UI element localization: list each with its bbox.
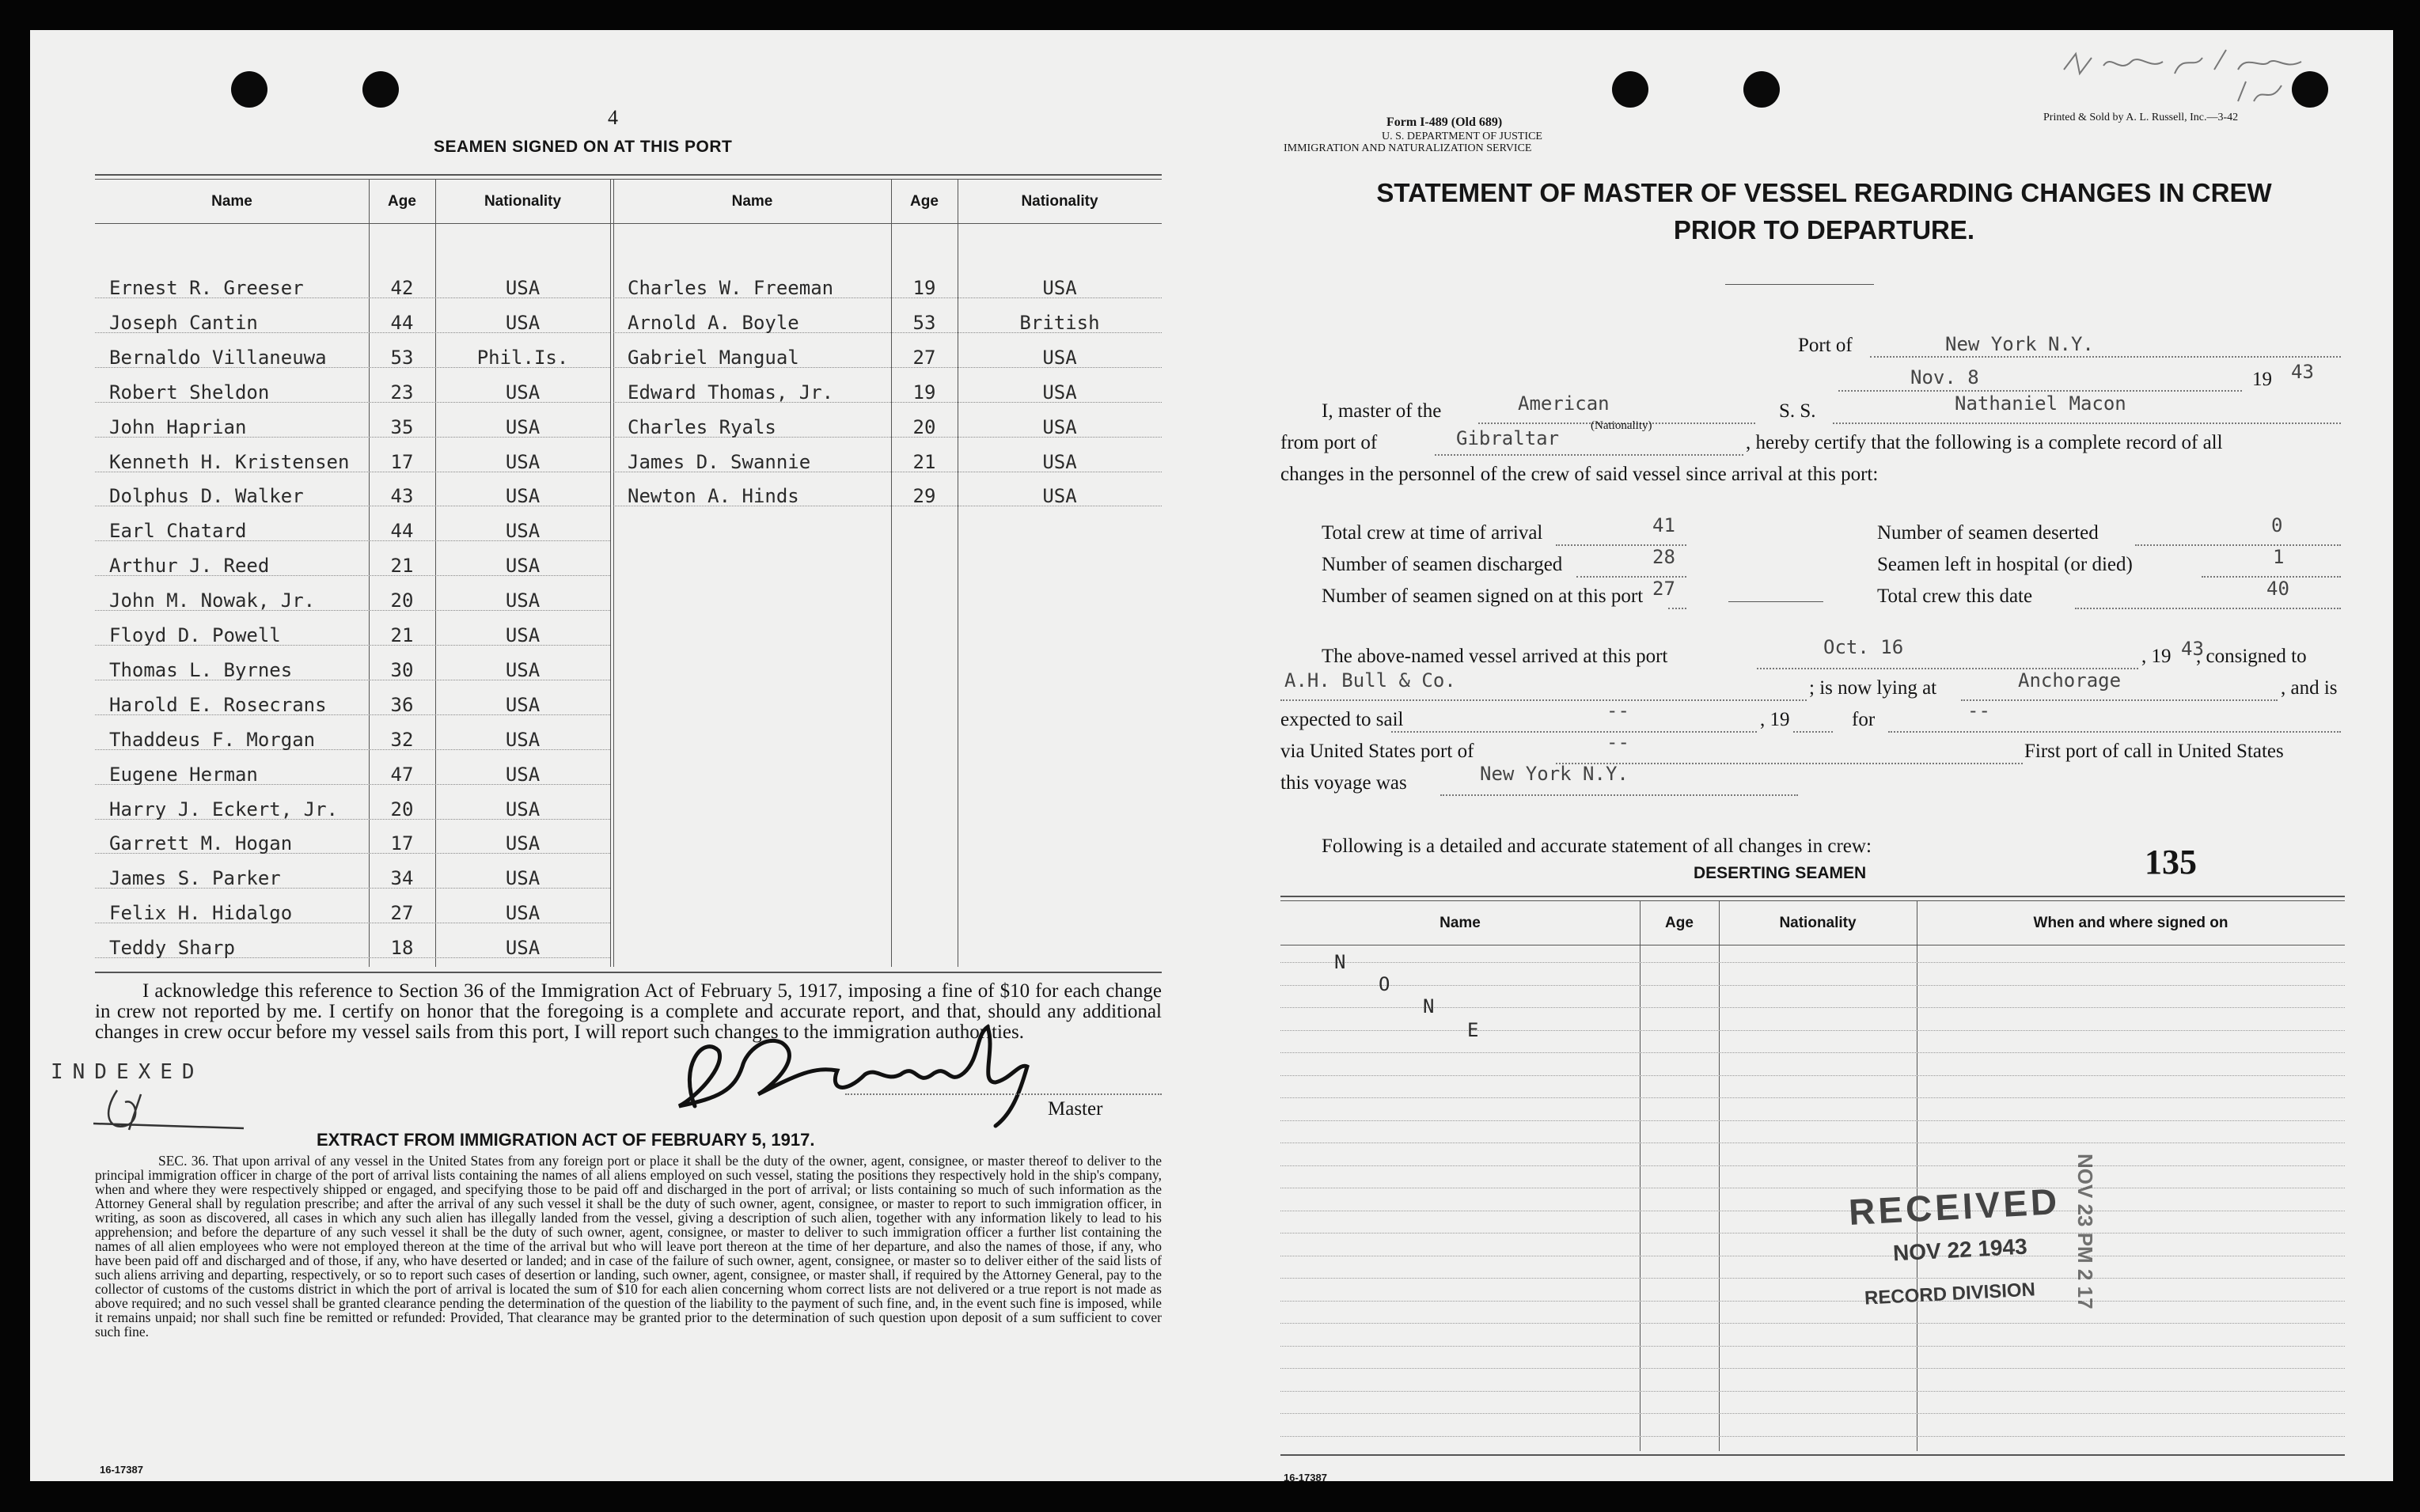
record-division-stamp: RECORD DIVISION xyxy=(1864,1279,2036,1309)
row-rule xyxy=(1280,1278,2345,1279)
crew-age: 17 xyxy=(390,832,414,855)
row-rule xyxy=(1280,1097,2345,1098)
nationality-caption: (Nationality) xyxy=(1591,419,1652,432)
row-rule xyxy=(1280,1120,2345,1121)
arrived-year: 43 xyxy=(2181,638,2204,660)
crew-name: James S. Parker xyxy=(109,867,281,890)
crew-nationality: USA xyxy=(505,485,541,508)
crew-name: Newton A. Hinds xyxy=(628,485,799,508)
crew-name: Dolphus D. Walker xyxy=(109,485,304,508)
and-is-label: , and is xyxy=(2281,677,2338,699)
row-rule xyxy=(1280,1436,2345,1437)
crew-name: Charles W. Freeman xyxy=(628,277,834,299)
crew-age: 42 xyxy=(390,277,414,299)
acknowledgment-text: I acknowledge this reference to Section 36 of the Immigration Act of February 5, 1917, imposing a fine of $10 for each change in crew not reported by me. I certify on honor that the foregoing is a complete and accurate report, and that, should any additional changes in crew occur before my vessel sails from this port, I will report such changes to the immigration authorities. xyxy=(95,980,1162,1043)
column-header-name: Name xyxy=(731,193,773,210)
lying-label: ; is now lying at xyxy=(1809,677,1937,699)
crew-name: John M. Nowak, Jr. xyxy=(109,589,316,612)
crew-name: Edward Thomas, Jr. xyxy=(628,381,834,404)
via-label: via United States port of xyxy=(1280,741,1474,762)
crew-age: 21 xyxy=(912,450,936,473)
crew-nationality: USA xyxy=(505,832,541,855)
certify-text: , hereby certify that the following is a complete record of all xyxy=(1746,432,2223,453)
sail-line xyxy=(1391,731,1757,733)
port-line xyxy=(1870,356,2341,358)
crew-name: Garrett M. Hogan xyxy=(109,832,293,855)
total-label: Number of seamen deserted xyxy=(1877,522,2099,544)
row-rule xyxy=(1280,1301,2345,1302)
crew-age: 35 xyxy=(390,415,414,438)
row-rule xyxy=(1280,1052,2345,1053)
nationality-value: American xyxy=(1518,392,1610,415)
total-value: 1 xyxy=(2273,546,2285,568)
rule xyxy=(1728,601,1823,602)
total-line xyxy=(2075,608,2341,609)
service: IMMIGRATION AND NATURALIZATION SERVICE xyxy=(1284,142,1532,154)
row-rule xyxy=(1280,1165,2345,1166)
row-rule xyxy=(1280,1007,2345,1008)
from-port-label: from port of xyxy=(1280,432,1378,453)
crew-nationality: USA xyxy=(1042,485,1077,508)
total-value: 0 xyxy=(2271,514,2283,536)
column-header-nationality: Nationality xyxy=(1021,193,1098,210)
crew-name: Arthur J. Reed xyxy=(109,555,270,578)
total-value: 28 xyxy=(1652,546,1675,568)
crew-age: 34 xyxy=(390,867,414,890)
crew-age: 29 xyxy=(912,485,936,508)
crew-name: Eugene Herman xyxy=(109,763,258,786)
crew-nationality: Phil.Is. xyxy=(476,346,569,369)
statement-title: STATEMENT OF MASTER OF VESSEL REGARDING CHANGES IN CREW PRIOR TO DEPARTURE. xyxy=(1376,178,2272,244)
port-label: Port of xyxy=(1798,335,1853,356)
crew-nationality: USA xyxy=(505,520,541,543)
arrived-date: Oct. 16 xyxy=(1823,636,1904,658)
received-date-stamp: NOV 22 1943 xyxy=(1892,1233,2028,1266)
crew-nationality: USA xyxy=(505,937,541,960)
desert-header-nationality: Nationality xyxy=(1779,915,1857,931)
crew-age: 20 xyxy=(912,415,936,438)
crew-nationality: USA xyxy=(505,693,541,716)
rule xyxy=(1280,1454,2345,1456)
row-rule xyxy=(1280,1323,2345,1324)
crew-age: 21 xyxy=(390,624,414,646)
form-number: 16-17387 xyxy=(100,1464,143,1476)
handwritten-vessel-note xyxy=(2056,38,2317,117)
crew-age: 53 xyxy=(390,346,414,369)
date-line xyxy=(1838,390,2242,392)
crew-name: John Haprian xyxy=(109,415,247,438)
desert-header-name: Name xyxy=(1439,915,1481,931)
crew-name: Kenneth H. Kristensen xyxy=(109,450,350,473)
total-label: Number of seamen signed on at this port xyxy=(1322,585,1644,607)
crew-name: Robert Sheldon xyxy=(109,381,270,404)
voyage-line xyxy=(1440,794,1798,796)
crew-name: Charles Ryals xyxy=(628,415,776,438)
crew-nationality: USA xyxy=(505,658,541,681)
crew-nationality: USA xyxy=(1042,450,1077,473)
row-rule xyxy=(1280,1030,2345,1031)
row-rule xyxy=(1280,1368,2345,1369)
received-stamp: RECEIVED xyxy=(1847,1180,2062,1233)
rule xyxy=(95,223,1162,224)
form-id: Form I-489 (Old 689) xyxy=(1386,116,1503,129)
crew-name: Arnold A. Boyle xyxy=(628,311,799,334)
crew-age: 19 xyxy=(912,277,936,299)
punch-hole xyxy=(1612,71,1648,108)
none-letter: E xyxy=(1467,1019,1479,1041)
rule xyxy=(95,972,1162,973)
date-value: Nov. 8 xyxy=(1910,366,1979,388)
extract-text: SEC. 36. That upon arrival of any vessel in the United States from any foreign port or place it shall be the duty of the owner, agent, consignee, or master thereof to deliver to the principal immigration officer in charge of the port of arrival lists containing the names of all aliens employed on such vessel, stating the positions they respectively hold in the ship's company, when and where they were respectively shipped or engaged, and specifying those to be paid off and discharged in the port of arrival; or lists containing so much of such information as the Attorney General shall by regulation prescribe; and after the arrival of any such vessel it shall be the duty of such owner, agent, consignee, or master to report to such immigration officer, in writing, as soon as discovered, all cases in which any such alien has illegally landed from the vessel, giving a description of such alien, together with any information likely to lead to his apprehension; and before the departure of any such vessel it shall be the duty of such owner, agent, consignee, or master to deliver to such immigration officer a further list containing the names of all alien employees who were not employed thereon at the time of the arrival but who will leave port thereon at the time of her departure, and also the names of those, if any, who have been paid off and discharged and of those, if any, who have deserted or landed; and in case of the failure of such owner, agent, consignee, or master so to deliver either of the said lists of such aliens arriving and departing, respectively, or so to report such cases of desertion or landing, such owner, agent, consignee, or master shall, if required by the Attorney General, pay to the collector of customs of the customs district in which the port of arrival is located the sum of $10 for each alien concerning whom correct lists are not delivered or a true report is not made as above required; and no such vessel shall be granted clearance pending the determination of the question of the liability to the payment of such fine, and, in the event such fine is imposed, while it remains unpaid; nor shall such fine be remitted or refunded: Provided, That clearance may be granted prior to the determination of such question upon deposit of a sum sufficient to cover such fine. xyxy=(95,1153,1162,1340)
total-label: Total crew this date xyxy=(1877,585,2033,607)
row-rule xyxy=(1280,1346,2345,1347)
indexed-stamp: INDEXED xyxy=(51,1060,204,1084)
crew-age: 17 xyxy=(390,450,414,473)
rule xyxy=(1280,900,2345,901)
row-rule xyxy=(1280,1075,2345,1076)
crew-nationality: USA xyxy=(505,589,541,612)
total-label: Total crew at time of arrival xyxy=(1322,522,1543,544)
crew-name: Harold E. Rosecrans xyxy=(109,693,327,716)
crew-nationality: USA xyxy=(505,555,541,578)
ss-label: S. S. xyxy=(1779,400,1816,422)
extract-title: EXTRACT FROM IMMIGRATION ACT OF FEBRUARY 5, 1917. xyxy=(317,1130,815,1150)
crew-name: Harry J. Eckert, Jr. xyxy=(109,798,338,820)
crew-name: Thaddeus F. Morgan xyxy=(109,728,316,751)
sheet-number: 135 xyxy=(2145,843,2197,881)
for-label: for xyxy=(1852,709,1876,730)
vertical-date-stamp: NOV 23 PM 2 17 xyxy=(2073,1154,2097,1309)
voyage-value: New York N.Y. xyxy=(1480,763,1629,785)
row-rule xyxy=(1280,1391,2345,1392)
crew-nationality: USA xyxy=(1042,277,1077,299)
port-value: New York N.Y. xyxy=(1945,333,2094,355)
crew-age: 44 xyxy=(390,311,414,334)
total-value: 41 xyxy=(1652,514,1675,536)
crew-nationality: USA xyxy=(505,415,541,438)
for-line xyxy=(1888,731,2341,733)
crew-nationality: USA xyxy=(505,624,541,646)
crew-age: 27 xyxy=(390,902,414,925)
crew-age: 30 xyxy=(390,658,414,681)
crew-name: Teddy Sharp xyxy=(109,937,235,960)
column-divider xyxy=(610,179,611,967)
ship-name: Nathaniel Macon xyxy=(1955,392,2126,415)
ship-line xyxy=(1833,423,2341,424)
changes-text: changes in the personnel of the crew of said vessel since arrival at this port: xyxy=(1280,464,1879,485)
total-label: Number of seamen discharged xyxy=(1322,554,1563,575)
total-label: Seamen left in hospital (or died) xyxy=(1877,554,2133,575)
year-prefix: 19 xyxy=(2252,369,2272,390)
crew-nationality: USA xyxy=(505,867,541,890)
crew-age: 36 xyxy=(390,693,414,716)
sail-year-line xyxy=(1793,731,1833,733)
crew-age: 44 xyxy=(390,520,414,543)
crew-age: 47 xyxy=(390,763,414,786)
crew-age: 53 xyxy=(912,311,936,334)
arrived-year-prefix: , 19 xyxy=(2141,646,2172,667)
row-rule xyxy=(1280,1413,2345,1414)
consignee-value: A.H. Bull & Co. xyxy=(1284,669,1456,692)
first-port-label: First port of call in United States xyxy=(2024,741,2284,762)
year-value: 43 xyxy=(2291,361,2314,383)
crew-age: 20 xyxy=(390,798,414,820)
crew-nationality: USA xyxy=(1042,381,1077,404)
crew-age: 21 xyxy=(390,555,414,578)
for-value: -- xyxy=(1967,699,1990,722)
crew-nationality: USA xyxy=(505,763,541,786)
punch-hole xyxy=(1743,71,1780,108)
from-port-value: Gibraltar xyxy=(1456,427,1560,449)
punch-hole xyxy=(362,71,399,108)
deserting-title: DESERTING SEAMEN xyxy=(1694,864,1867,882)
signature-line xyxy=(845,1093,1162,1095)
document-page xyxy=(30,30,2393,1484)
lying-line xyxy=(1961,699,2278,701)
total-line xyxy=(2135,544,2341,546)
department: U. S. DEPARTMENT OF JUSTICE xyxy=(1382,131,1542,142)
page-number: 4 xyxy=(608,106,618,129)
punch-hole xyxy=(231,71,267,108)
section-title: SEAMEN SIGNED ON AT THIS PORT xyxy=(434,138,733,156)
via-value: -- xyxy=(1606,731,1629,753)
master-label: Master xyxy=(1048,1098,1103,1120)
row-rule xyxy=(1280,962,2345,963)
crew-age: 20 xyxy=(390,589,414,612)
column-header-name: Name xyxy=(211,193,252,210)
crew-age: 19 xyxy=(912,381,936,404)
crew-nationality: USA xyxy=(505,277,541,299)
crew-name: Earl Chatard xyxy=(109,520,247,543)
printer-note: Printed & Sold by A. L. Russell, Inc.—3-42 xyxy=(2043,112,2239,123)
crew-name: Gabriel Mangual xyxy=(628,346,799,369)
crew-age: 32 xyxy=(390,728,414,751)
none-letter: N xyxy=(1334,951,1346,973)
rule xyxy=(95,174,1162,176)
master-of-label: I, master of the xyxy=(1322,400,1442,422)
from-port-line xyxy=(1435,454,1743,456)
following-text: Following is a detailed and accurate statement of all changes in crew: xyxy=(1322,836,1872,857)
crew-name: Joseph Cantin xyxy=(109,311,258,334)
consignee-line xyxy=(1280,699,1807,701)
crew-nationality: USA xyxy=(1042,346,1077,369)
lying-value: Anchorage xyxy=(2018,669,2122,692)
sail-year-prefix: , 19 xyxy=(1760,709,1790,730)
none-letter: O xyxy=(1379,973,1390,995)
desert-header-when-where: When and where signed on xyxy=(2033,915,2228,931)
consigned-label: , consigned to xyxy=(2196,646,2307,667)
voyage-label: this voyage was xyxy=(1280,772,1407,794)
crew-nationality: USA xyxy=(505,311,541,334)
desert-header-age: Age xyxy=(1665,915,1694,931)
sail-value: -- xyxy=(1606,699,1629,722)
rule xyxy=(1280,896,2345,897)
crew-nationality: USA xyxy=(505,728,541,751)
sail-label: expected to sail xyxy=(1280,709,1404,730)
crew-age: 43 xyxy=(390,485,414,508)
none-letter: N xyxy=(1423,995,1435,1017)
form-number: 16-17387 xyxy=(1284,1472,1327,1484)
crew-name: Bernaldo Villaneuwa xyxy=(109,346,327,369)
handwritten-initial xyxy=(93,1082,267,1138)
total-value: 27 xyxy=(1652,578,1675,600)
crew-age: 23 xyxy=(390,381,414,404)
crew-nationality: USA xyxy=(505,450,541,473)
total-value: 40 xyxy=(2266,578,2289,600)
crew-nationality: USA xyxy=(1042,415,1077,438)
column-header-age: Age xyxy=(910,193,939,210)
crew-name: Ernest R. Greeser xyxy=(109,277,304,299)
crew-age: 27 xyxy=(912,346,936,369)
rule xyxy=(95,179,1162,180)
crew-name: Floyd D. Powell xyxy=(109,624,281,646)
crew-nationality: British xyxy=(1019,311,1100,334)
crew-nationality: USA xyxy=(505,381,541,404)
crew-nationality: USA xyxy=(505,902,541,925)
crew-name: Felix H. Hidalgo xyxy=(109,902,293,925)
crew-age: 18 xyxy=(390,937,414,960)
column-header-nationality: Nationality xyxy=(484,193,562,210)
crew-name: Thomas L. Byrnes xyxy=(109,658,293,681)
rule xyxy=(1725,284,1874,285)
column-header-age: Age xyxy=(388,193,416,210)
arrived-label: The above-named vessel arrived at this port xyxy=(1322,646,1668,667)
total-line xyxy=(1668,608,1686,609)
crew-name: James D. Swannie xyxy=(628,450,811,473)
row-rule xyxy=(1280,985,2345,986)
crew-nationality: USA xyxy=(505,798,541,820)
